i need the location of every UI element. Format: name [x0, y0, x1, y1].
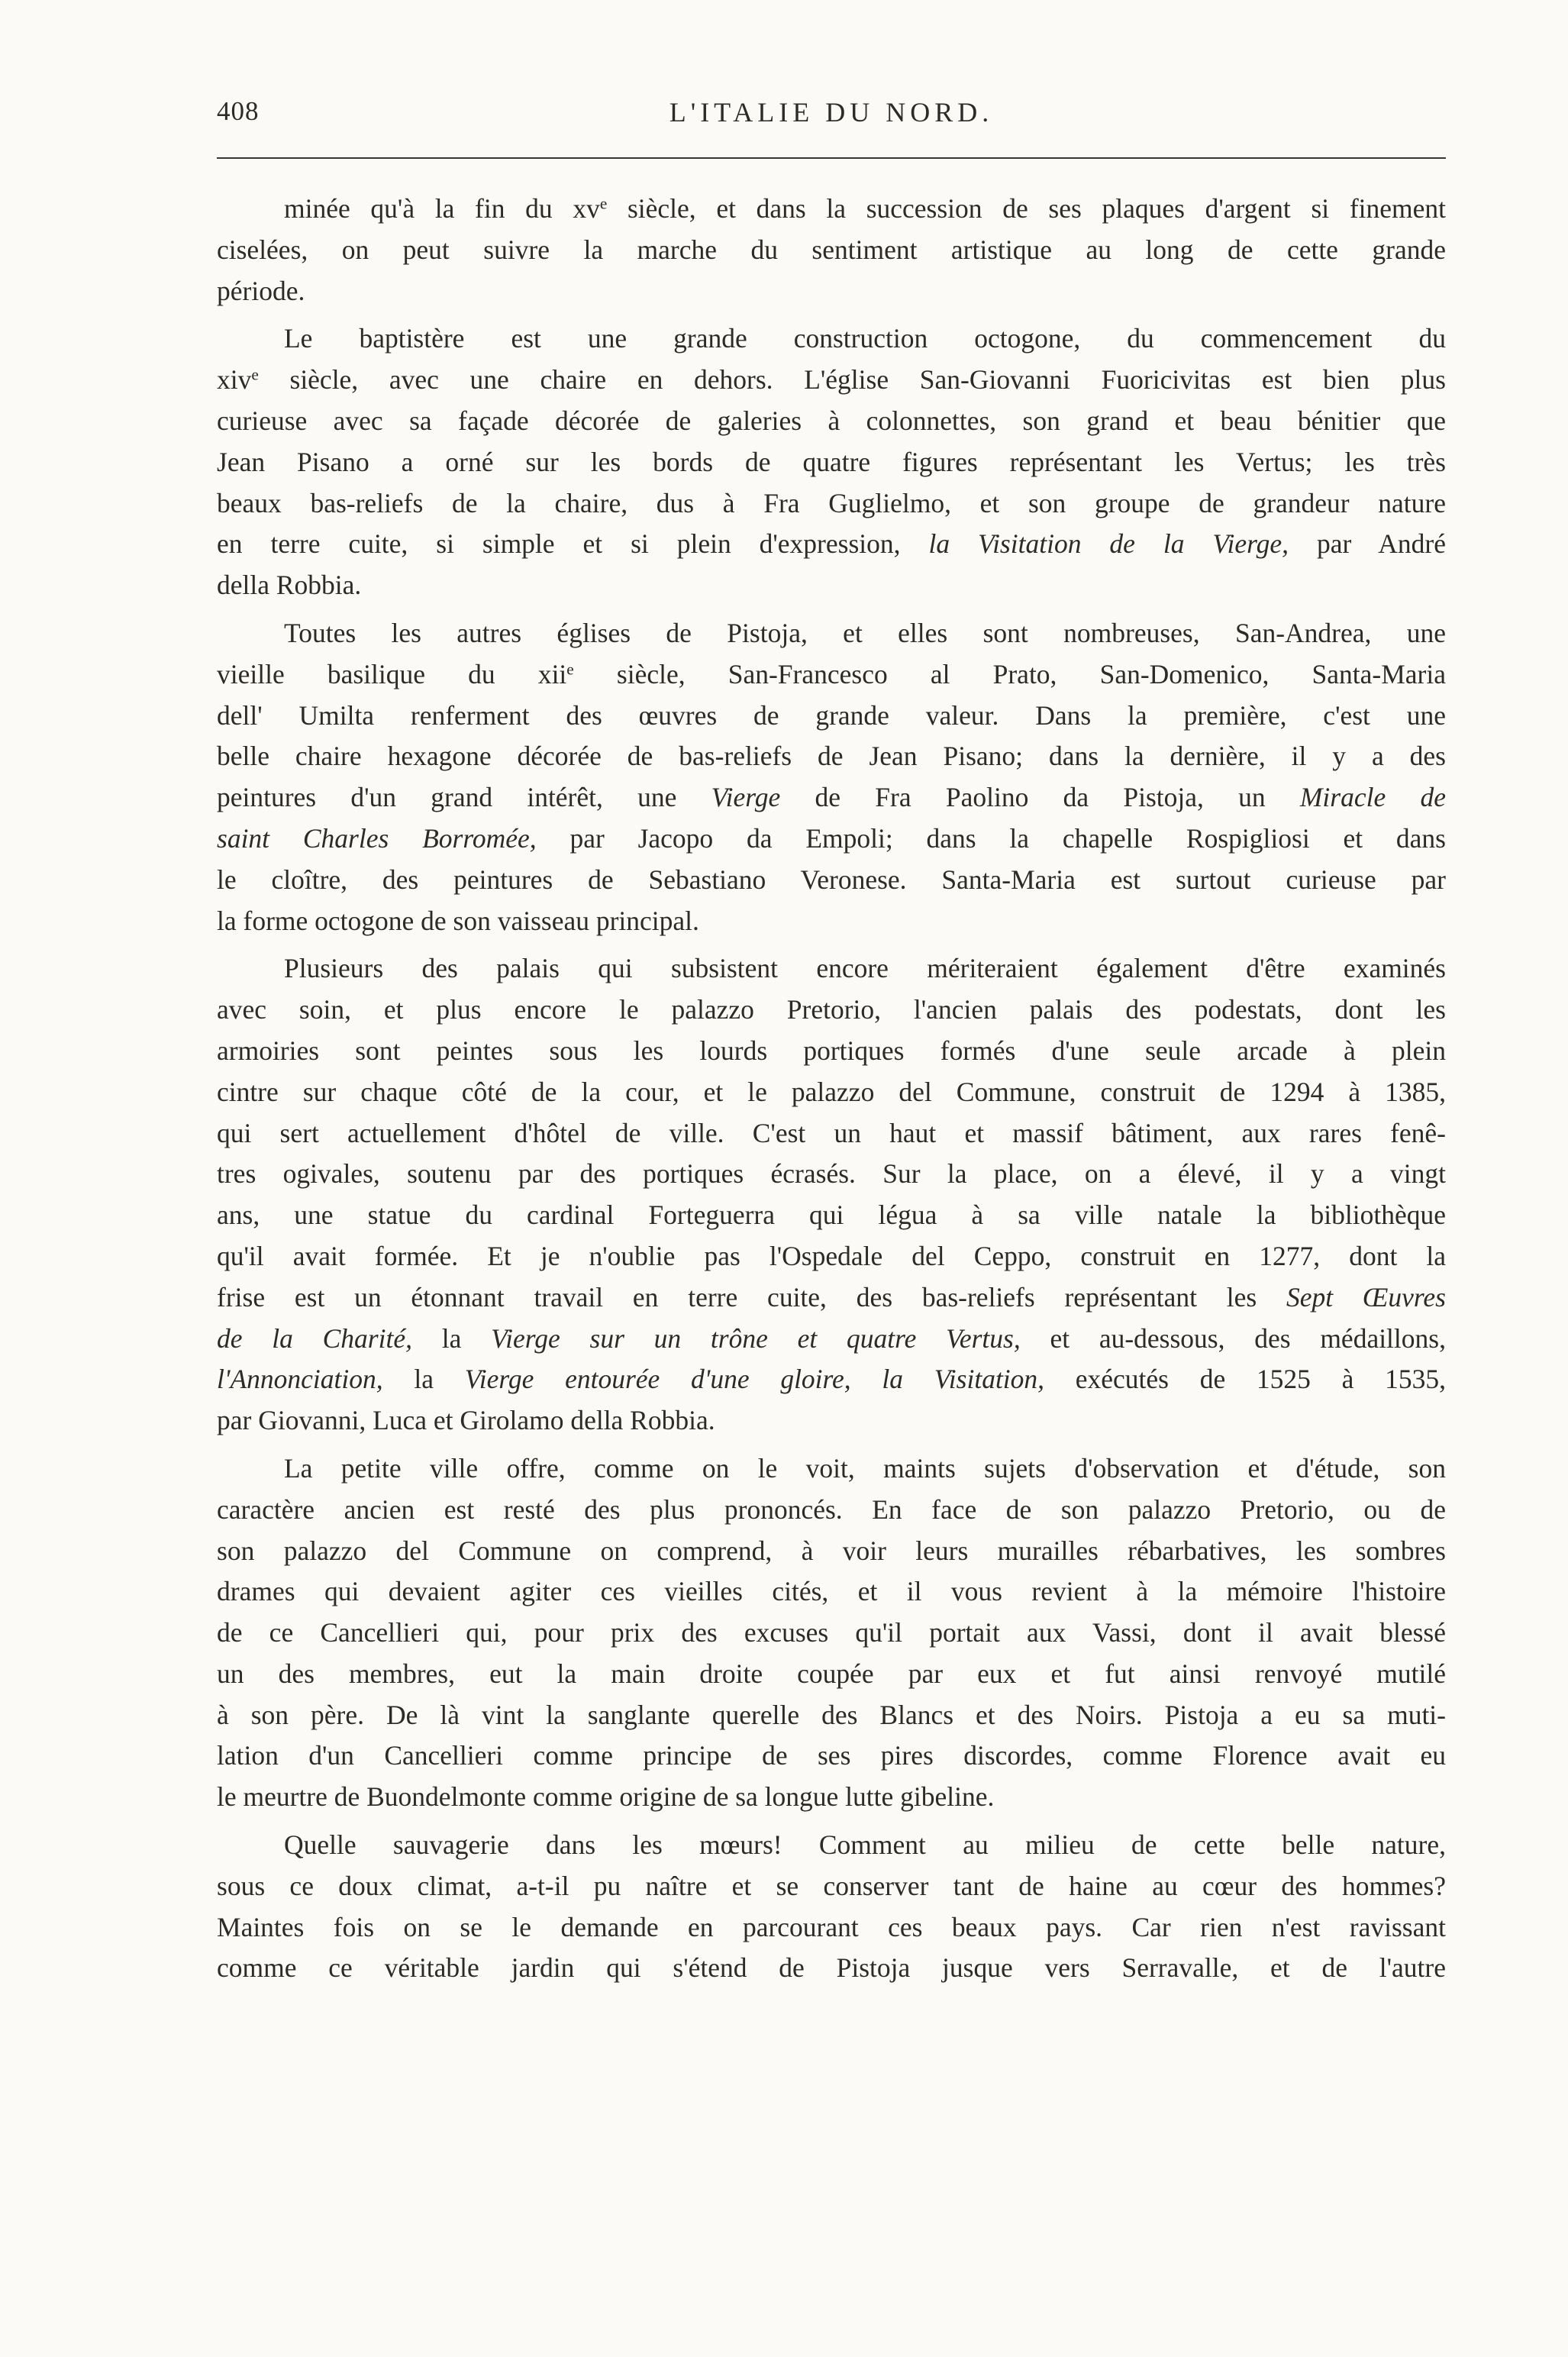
text-line [217, 1113, 1446, 1154]
text-line [217, 818, 1446, 860]
text-line [217, 736, 1446, 777]
text-run: siècle, San-Francesco al Prato, San-Domenico, Santa-Maria [573, 658, 1446, 689]
text-run: le cloître, des peintures de Sebastiano Veronese. Santa-Maria est surtout curieuse par [217, 864, 1446, 895]
text-run: qu'il avait formée. Et je n'oublie pas l'Ospedale del Ceppo, construit en 1277, dont la [217, 1240, 1446, 1271]
text-run: Quelle sauvagerie dans les mœurs! Comment au milieu de cette belle nature, [284, 1829, 1446, 1861]
text-run: Toutes les autres églises de Pistoja, et elles sont nombreuses, San-Andrea, une [284, 617, 1446, 648]
text-line [217, 1236, 1446, 1277]
text-run: drames qui devaient agiter ces vieilles cités, et il vous revient à la mémoire l'histoire [217, 1576, 1446, 1607]
text-line [217, 696, 1446, 737]
italic-text: de la Charité, [217, 1322, 412, 1354]
text-run: la forme octogone de son vaisseau principal. [217, 905, 699, 936]
text-line [217, 1195, 1446, 1236]
text-run: par Jacopo da Empoli; dans la chapelle Rospigliosi et dans [536, 822, 1447, 854]
text-line [217, 1072, 1446, 1113]
italic-text: Vierge entourée d'une gloire, la Visitation, [464, 1364, 1045, 1395]
text-line [217, 1031, 1446, 1072]
text-run: Le baptistère est une grande construction octogone, du commencement du [284, 323, 1446, 354]
text-run: vieille basilique du xii [217, 658, 567, 689]
paragraph [217, 189, 1446, 312]
text-line [217, 1777, 1446, 1818]
text-run: ans, une statue du cardinal Forteguerra qui légua à sa ville natale la bibliothèque [217, 1199, 1446, 1231]
text-line [217, 1695, 1446, 1736]
text-run: comme ce véritable jardin qui s'étend de Pistoja jusque vers Serravalle, et de l'autre [217, 1952, 1446, 1984]
text-line [217, 901, 1446, 942]
text-run: avec soin, et plus encore le palazzo Pretorio, l'ancien palais des podestats, dont les [217, 994, 1446, 1025]
text-line [217, 990, 1446, 1031]
text-run: par Giovanni, Luca et Girolamo della Robbia. [217, 1405, 715, 1436]
text-line [217, 318, 1446, 360]
text-line [217, 1277, 1446, 1319]
italic-text: la Visitation de la Vierge, [928, 528, 1289, 560]
text-line [217, 777, 1446, 818]
text-line [217, 524, 1446, 565]
italic-text: Vierge sur un trône et quatre Vertus, [491, 1322, 1021, 1354]
text-line [217, 483, 1446, 525]
text-run: della Robbia. [217, 570, 362, 601]
paragraph [217, 948, 1446, 1442]
text-run: minée qu'à la fin du xv [284, 193, 600, 224]
superscript: e [599, 194, 608, 213]
text-run: Plusieurs des palais qui subsistent encore mériteraient également d'être examinés [284, 953, 1446, 984]
page-number: 408 [217, 96, 260, 126]
text-run: La petite ville offre, comme on le voit, maints sujets d'observation et d'étude, son [284, 1452, 1446, 1484]
text-line [217, 1490, 1446, 1531]
text-line [217, 230, 1446, 271]
text-run: et au-dessous, des médaillons, [1020, 1322, 1446, 1354]
text-line [217, 442, 1446, 483]
text-run: tres ogivales, soutenu par des portiques écrasés. Sur la place, on a élevé, il y a vingt [217, 1158, 1446, 1190]
text-run: Maintes fois on se le demande en parcourant ces beaux pays. Car rien n'est ravissant [217, 1911, 1446, 1942]
text-line [217, 1400, 1446, 1442]
text-line [217, 189, 1446, 230]
text-run: lation d'un Cancellieri comme principe de ses pires discordes, comme Florence avait eu [217, 1740, 1446, 1771]
text-run: siècle, et dans la succession de ses plaques d'argent si finement [607, 193, 1447, 224]
text-run: sous ce doux climat, a-t-il pu naître et se conserver tant de haine au cœur des hommes? [217, 1870, 1446, 1901]
text-run: caractère ancien est resté des plus prononcés. En face de son palazzo Pretorio, ou de [217, 1493, 1446, 1525]
text-line [217, 1866, 1446, 1907]
text-run: période. [217, 275, 305, 306]
text-line [217, 401, 1446, 442]
text-run: par André [1288, 528, 1446, 560]
italic-text: saint Charles Borromée, [217, 822, 537, 854]
text-line [217, 613, 1446, 654]
italic-text: Vierge [711, 782, 781, 813]
text-run: qui sert actuellement d'hôtel de ville. C'est un haut et massif bâtiment, aux rares fenê- [217, 1117, 1446, 1148]
text-run: xiv [217, 364, 252, 396]
text-run: la [411, 1322, 492, 1354]
text-run: de Fra Paolino da Pistoja, un [780, 782, 1300, 813]
text-run: siècle, avec une chaire en dehors. L'église San-Giovanni Fuoricivitas est bien plus [258, 364, 1446, 396]
text-run: curieuse avec sa façade décorée de galeries à colonnettes, son grand et beau bénitier que [217, 405, 1446, 436]
page-header [217, 96, 1446, 142]
text-run: le meurtre de Buondelmonte comme origine de sa longue lutte gibeline. [217, 1781, 995, 1813]
text-run: cintre sur chaque côté de la cour, et le palazzo del Commune, construit de 1294 à 1385, [217, 1076, 1446, 1107]
text-line [217, 1154, 1446, 1195]
text-line [217, 1571, 1446, 1613]
text-line [217, 1948, 1446, 1989]
header-rule [217, 157, 1446, 159]
text-line [217, 271, 1446, 312]
paragraph [217, 613, 1446, 941]
text-run: Jean Pisano a orné sur les bords de quatre figures représentant les Vertus; les très [217, 446, 1446, 477]
text-line [217, 1613, 1446, 1654]
text-run: à son père. De là vint la sanglante querelle des Blancs et des Noirs. Pistoja a eu sa muti- [217, 1699, 1446, 1730]
text-run: exécutés de 1525 à 1535, [1044, 1364, 1446, 1395]
body-text [217, 189, 1446, 1989]
text-line [217, 1448, 1446, 1490]
italic-text: l'Annonciation, [217, 1364, 383, 1395]
paragraph [217, 318, 1446, 606]
text-line [217, 565, 1446, 606]
text-line [217, 1531, 1446, 1572]
text-line [217, 1359, 1446, 1400]
superscript: e [566, 660, 574, 679]
text-run: frise est un étonnant travail en terre cuite, des bas-reliefs représentant les [217, 1281, 1286, 1312]
text-line [217, 860, 1446, 901]
text-run: belle chaire hexagone décorée de bas-reliefs de Jean Pisano; dans la dernière, il y a des [217, 741, 1446, 772]
paragraph [217, 1448, 1446, 1818]
text-run: ciselées, on peut suivre la marche du sentiment artistique au long de cette grande [217, 234, 1446, 265]
text-line [217, 654, 1446, 696]
paragraph [217, 1825, 1446, 1989]
text-run: dell' Umilta renferment des œuvres de grande valeur. Dans la première, c'est une [217, 699, 1446, 731]
text-run: un des membres, eut la main droite coupée par eux et fut ainsi renvoyé mutilé [217, 1658, 1446, 1689]
text-line [217, 360, 1446, 401]
text-run: peintures d'un grand intérêt, une [217, 782, 711, 813]
text-run: la [382, 1364, 465, 1395]
text-run: son palazzo del Commune on comprend, à voir leurs murailles rébarbatives, les sombres [217, 1535, 1446, 1566]
text-line [217, 1654, 1446, 1695]
superscript: e [251, 365, 259, 384]
text-run: de ce Cancellieri qui, pour prix des excuses qu'il portait aux Vassi, dont il avait blessé [217, 1617, 1446, 1648]
text-line [217, 1319, 1446, 1360]
italic-text: Miracle de [1299, 782, 1446, 813]
text-line [217, 1735, 1446, 1777]
text-run: beaux bas-reliefs de la chaire, dus à Fra Guglielmo, et son groupe de grandeur nature [217, 487, 1446, 518]
text-line [217, 1907, 1446, 1949]
running-title: L'ITALIE DU NORD. [669, 97, 994, 128]
text-run: en terre cuite, si simple et si plein d'expression, [217, 528, 929, 560]
text-run: armoiries sont peintes sous les lourds portiques formés d'une seule arcade à plein [217, 1035, 1446, 1066]
italic-text: Sept Œuvres [1286, 1281, 1446, 1312]
text-line [217, 1825, 1446, 1866]
text-line [217, 948, 1446, 990]
